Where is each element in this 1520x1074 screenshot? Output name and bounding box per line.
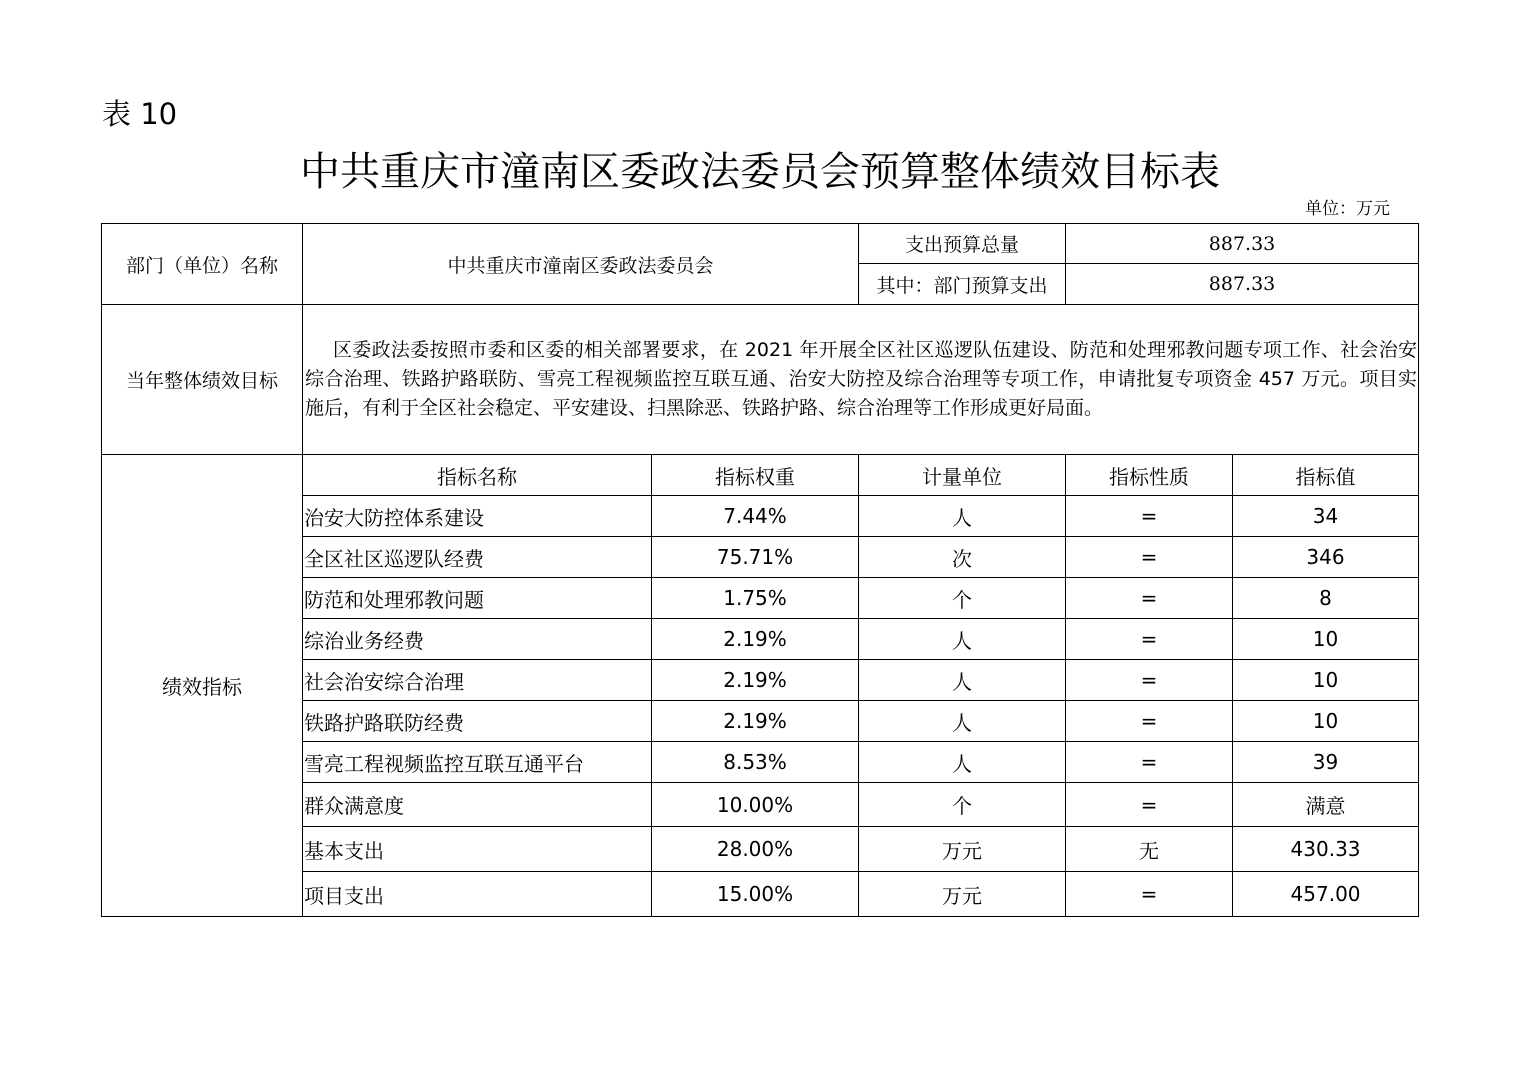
indicator-weight: 8.53% [652,742,859,783]
indicator-name: 治安大防控体系建设 [303,496,652,537]
column-header-unit: 计量单位 [859,455,1066,496]
indicator-nature: = [1066,660,1233,701]
indicator-value: 10 [1233,701,1419,742]
indicator-name: 铁路护路联防经费 [303,701,652,742]
column-header-value: 指标值 [1233,455,1419,496]
indicator-weight: 15.00% [652,872,859,917]
indicator-weight: 28.00% [652,827,859,872]
indicator-weight: 2.19% [652,701,859,742]
indicator-weight: 10.00% [652,783,859,827]
dept-budget-label: 其中：部门预算支出 [859,264,1066,305]
indicator-name: 项目支出 [303,872,652,917]
indicator-header-row [102,455,1419,496]
indicator-unit: 个 [859,783,1066,827]
indicator-unit: 万元 [859,827,1066,872]
indicator-weight: 75.71% [652,537,859,578]
total-budget-value: 887.33 [1066,224,1419,264]
indicator-nature: = [1066,537,1233,578]
indicator-nature: = [1066,578,1233,619]
indicator-nature: = [1066,496,1233,537]
indicator-value: 346 [1233,537,1419,578]
indicator-nature: = [1066,701,1233,742]
indicator-unit: 个 [859,578,1066,619]
table-number-label: 表 10 [102,97,178,131]
indicator-name: 全区社区巡逻队经费 [303,537,652,578]
page-title: 中共重庆市潼南区委政法委员会预算整体绩效目标表 [300,149,1220,195]
performance-indicators-label: 绩效指标 [102,455,303,917]
dept-name-value: 中共重庆市潼南区委政法委员会 [303,224,859,305]
indicator-value: 满意 [1233,783,1419,827]
performance-target-table [101,223,1419,917]
indicator-weight: 7.44% [652,496,859,537]
indicator-value: 10 [1233,660,1419,701]
indicator-unit: 人 [859,742,1066,783]
total-budget-label: 支出预算总量 [859,224,1066,264]
unit-note: 单位：万元 [1305,199,1390,219]
indicator-weight: 2.19% [652,619,859,660]
column-header-nature: 指标性质 [1066,455,1233,496]
indicator-nature: = [1066,783,1233,827]
indicator-unit: 人 [859,496,1066,537]
indicator-weight: 2.19% [652,660,859,701]
indicator-name: 综治业务经费 [303,619,652,660]
indicator-unit: 人 [859,619,1066,660]
indicator-value: 457.00 [1233,872,1419,917]
indicator-weight: 1.75% [652,578,859,619]
dept-name-label: 部门（单位）名称 [102,224,303,305]
indicator-unit: 人 [859,660,1066,701]
annual-goal-label: 当年整体绩效目标 [102,305,303,455]
indicator-value: 8 [1233,578,1419,619]
column-header-weight: 指标权重 [652,455,859,496]
indicator-unit: 人 [859,701,1066,742]
indicator-name: 社会治安综合治理 [303,660,652,701]
indicator-name: 雪亮工程视频监控互联互通平台 [303,742,652,783]
dept-budget-value: 887.33 [1066,264,1419,305]
indicator-nature: 无 [1066,827,1233,872]
indicator-name: 群众满意度 [303,783,652,827]
indicator-name: 防范和处理邪教问题 [303,578,652,619]
annual-goal-text: 区委政法委按照市委和区委的相关部署要求，在 2021 年开展全区社区巡逻队伍建设、防范和处理邪教问题专项工作、社会治安综合治理、铁路护路联防、雪亮工程视频监控互联互通、治安大防控及综合治理等专项工作，申请批复专项资金 457 万元。项目实施后，有利于全区社会稳定、平安建设、扫黑除恶、铁路护路、综合治理等工作形成更好局面。 [303,305,1419,455]
indicator-nature: = [1066,872,1233,917]
indicator-value: 39 [1233,742,1419,783]
indicator-nature: = [1066,742,1233,783]
indicator-value: 34 [1233,496,1419,537]
indicator-value: 430.33 [1233,827,1419,872]
indicator-nature: = [1066,619,1233,660]
indicator-value: 10 [1233,619,1419,660]
indicator-unit: 万元 [859,872,1066,917]
indicator-name: 基本支出 [303,827,652,872]
column-header-indicator-name: 指标名称 [303,455,652,496]
indicator-unit: 次 [859,537,1066,578]
